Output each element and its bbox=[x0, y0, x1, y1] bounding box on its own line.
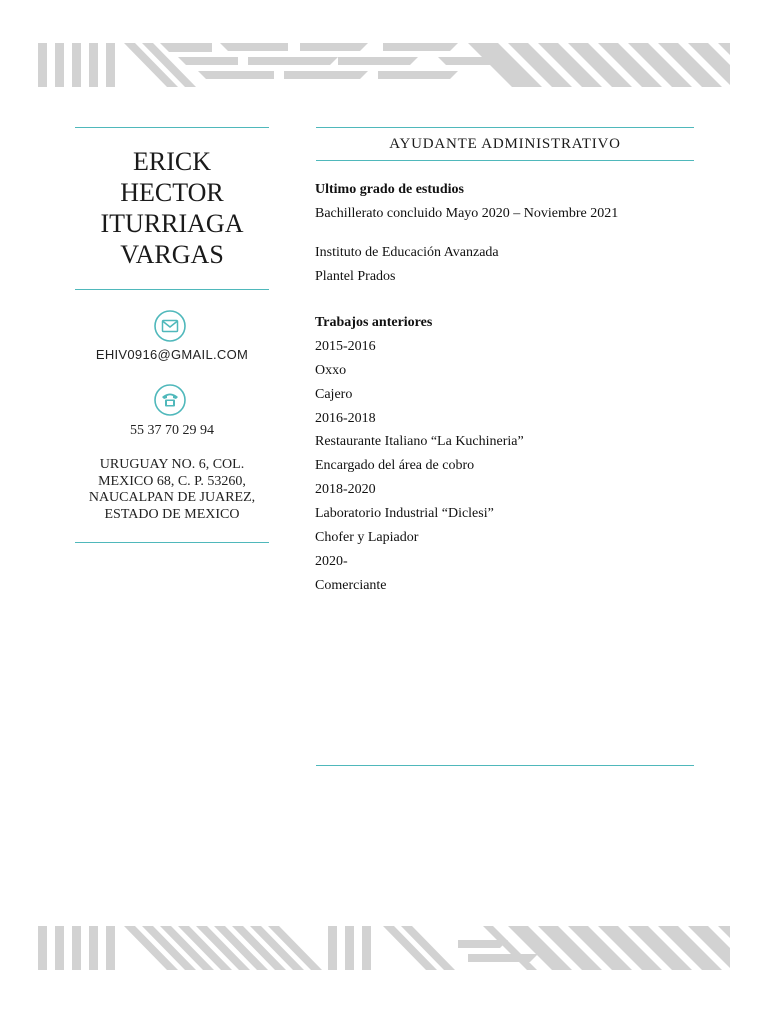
right-top-rule bbox=[316, 127, 694, 128]
candidate-name bbox=[75, 146, 269, 270]
left-top-rule bbox=[75, 127, 269, 128]
name-line: ITURRIAGA bbox=[100, 209, 244, 238]
work-line: Oxxo bbox=[315, 363, 347, 378]
right-title-rule bbox=[316, 160, 694, 161]
work-line: Encargado del área de cobro bbox=[315, 458, 475, 473]
work-line: 2016-2018 bbox=[315, 411, 376, 426]
bottom-decorative-banner bbox=[38, 926, 730, 970]
envelope-icon bbox=[154, 310, 186, 342]
job-title: AYUDANTE ADMINISTRATIVO bbox=[389, 136, 621, 152]
postal-address bbox=[75, 457, 269, 523]
work-line: Cajero bbox=[315, 387, 353, 402]
top-decorative-banner bbox=[38, 43, 730, 87]
education-line: Instituto de Educación Avanzada bbox=[315, 245, 499, 260]
name-line: HECTOR bbox=[120, 178, 224, 207]
address-line: NAUCALPAN DE JUAREZ, bbox=[88, 490, 256, 505]
work-line: Comerciante bbox=[315, 578, 387, 593]
telephone-icon bbox=[154, 384, 186, 416]
work-line: 2020- bbox=[315, 554, 348, 569]
phone-number: 55 37 70 29 94 bbox=[130, 423, 214, 438]
work-heading: Trabajos anteriores bbox=[315, 315, 433, 330]
left-mid-rule bbox=[75, 289, 269, 290]
name-line: ERICK bbox=[133, 147, 211, 176]
work-line: 2018-2020 bbox=[315, 482, 376, 497]
right-bottom-rule bbox=[316, 765, 694, 766]
email-address: EHIV0916@GMAIL.COM bbox=[95, 347, 249, 362]
work-line: Chofer y Lapiador bbox=[315, 530, 419, 545]
work-line: Laboratorio Industrial “Diclesi” bbox=[315, 506, 494, 521]
left-bottom-rule bbox=[75, 542, 269, 543]
address-line: URUGUAY NO. 6, COL. bbox=[99, 457, 245, 472]
education-line: Bachillerato concluido Mayo 2020 – Noviembre 2021 bbox=[315, 206, 619, 221]
address-line: MEXICO 68, C. P. 53260, bbox=[98, 473, 246, 489]
education-heading: Ultimo grado de estudios bbox=[315, 182, 464, 197]
name-line: VARGAS bbox=[120, 240, 224, 269]
work-line: Restaurante Italiano “La Kuchineria” bbox=[315, 434, 524, 449]
education-line: Plantel Prados bbox=[315, 269, 396, 284]
address-line: ESTADO DE MEXICO bbox=[104, 506, 240, 522]
work-line: 2015-2016 bbox=[315, 339, 376, 354]
